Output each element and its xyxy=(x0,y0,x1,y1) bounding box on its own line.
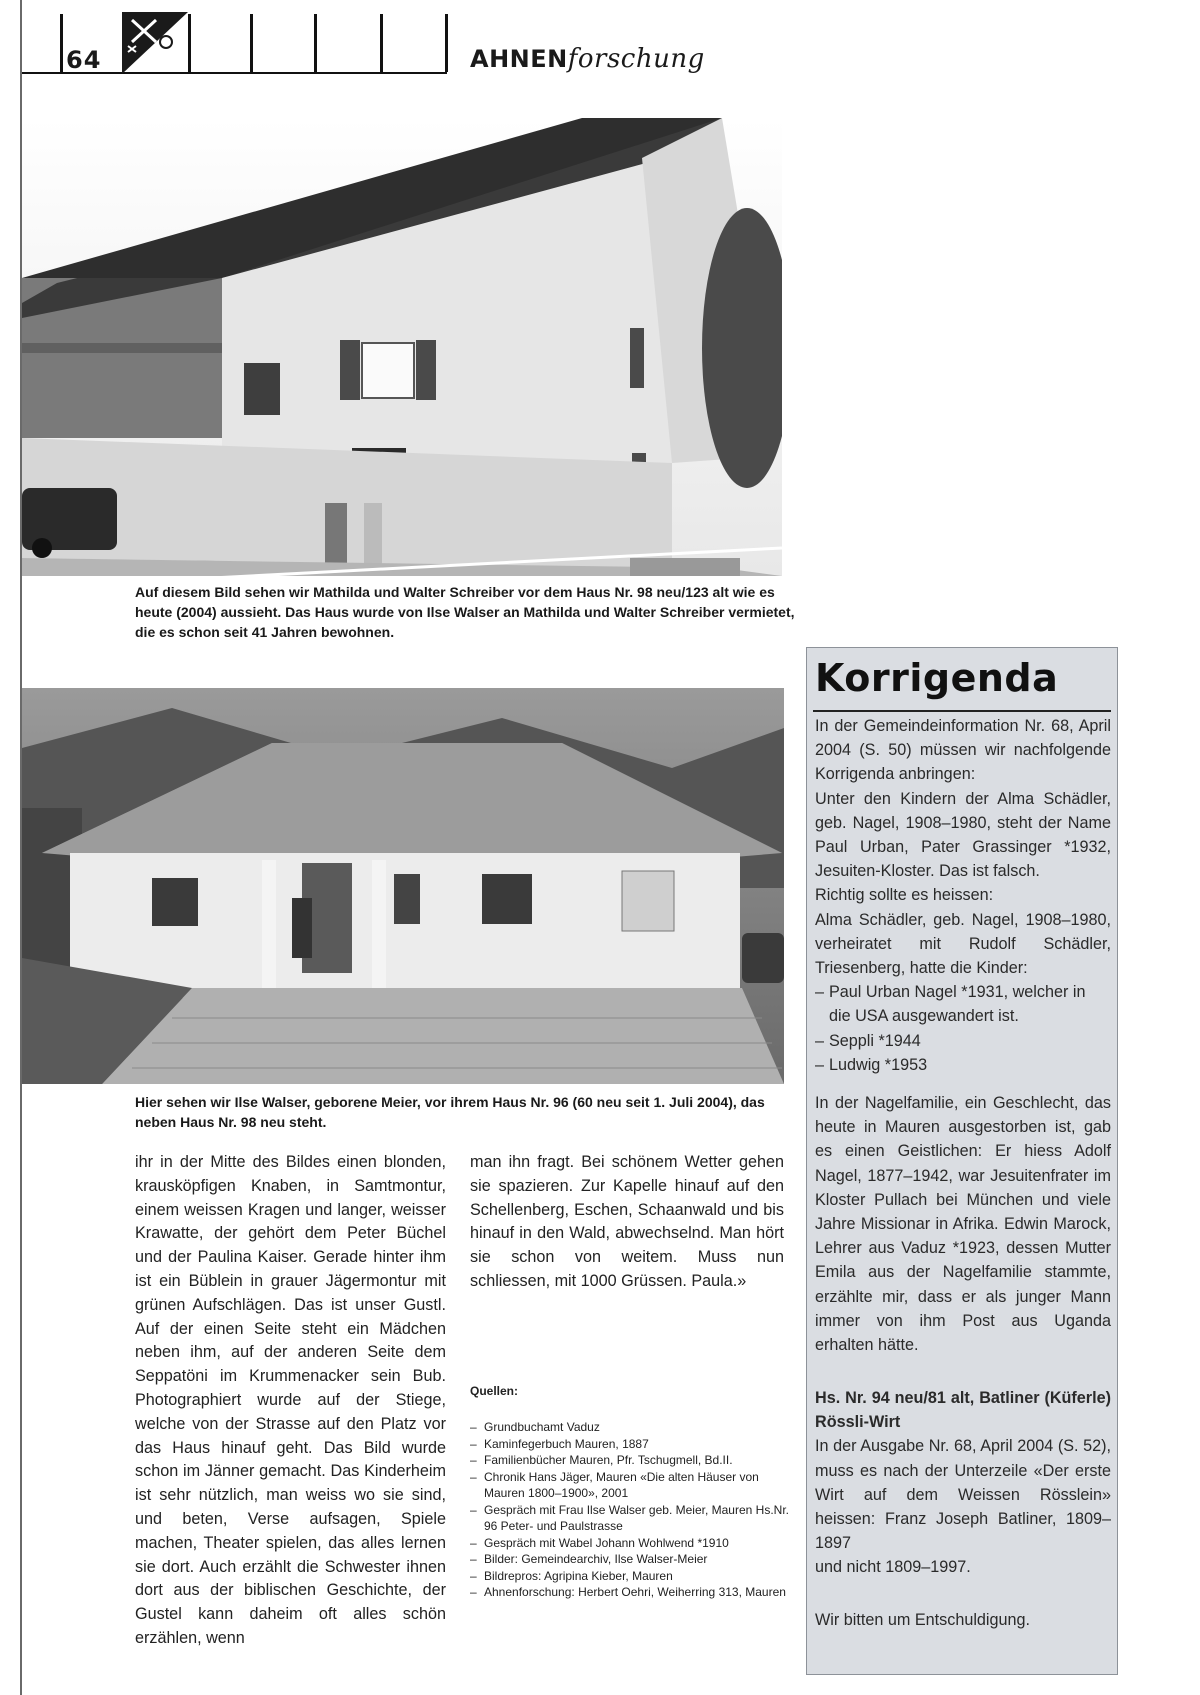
source-item: – Gespräch mit Wabel Johann Wohlwend *1910 xyxy=(470,1535,790,1552)
article-column-1: ihr in der Mitte des Bildes einen blonden, krausköpfigen Knaben, in Samtmontur, einem weissen Kragen und langer, weisser Krawatte, der gehört dem Peter Büchel und der Paulina Kaiser. Gerade hinter ihm ist ein Büblein in grauer Jägermontur mit grünen Aufschlägen. Das ist unser Gustl. Auf der einen Seite steht ein Mädchen neben ihm, auf der anderen Seite dem Seppatöni im Krummenacker sein Bub. Photographiert wurde auf der Stiege, welche von der Strasse auf den Platz vor das Haus hinauf geht. Das Bild wurde schon im Jänner gemacht. Das Kinderheim ist sehr nützlich, man weiss wo sie sind, und beten, Verse aufsagen, Spiele machen, Theater spielen, das alles lernen sie dort. Auch erzählt die Schwester ihnen dort aus der biblischen Geschichte, der Gustel kann daheim oft alles schön erzählen, wenn xyxy=(135,1153,446,1647)
source-item: – Grundbuchamt Vaduz xyxy=(470,1419,790,1436)
source-item: – Chronik Hans Jäger, Mauren «Die alten Häuser von Mauren 1800–1900», 2001 xyxy=(470,1469,790,1502)
source-item: – Ahnenforschung: Herbert Oehri, Weiherring 313, Mauren xyxy=(470,1584,790,1601)
korrigenda-batliner-correction: und nicht 1809–1997. xyxy=(815,1558,971,1577)
sources-title: Quellen: xyxy=(470,1384,519,1398)
korrigenda-part-1 xyxy=(815,714,1111,1077)
korrigenda-batliner: In der Ausgabe Nr. 68, April 2004 (S. 52), muss es nach der Unterzeile «Der erste Wirt auf dem Weissen Rösslein» heissen: Franz Joseph Batliner, 1809–1897 xyxy=(815,1437,1111,1553)
korrigenda-correction-label: Richtig sollte es heissen: xyxy=(815,886,994,905)
page-number: 64 xyxy=(66,46,102,74)
photo1-caption: Auf diesem Bild sehen wir Mathilda und Walter Schreiber vor dem Haus Nr. 98 neu/123 alt wie es heute (2004) aussieht. Das Haus wurde von Ilse Walser an Mathilda und Walter Schreiber vermietet, die es schon seit 41 Jahren bewohnen. xyxy=(135,584,795,640)
source-item: – Familienbücher Mauren, Pfr. Tschugmell, Bd.II. xyxy=(470,1452,790,1469)
article-column-2: man ihn fragt. Bei schönem Wetter gehen sie spazieren. Zur Kapelle hinauf auf den Schellenberg, Eschen, Schaanwald und bis hinauf in den Wald, abwechselnd. Man hört sie schon von weitem. Muss nun schliessen, mit 1000 Grüssen. Paula.» xyxy=(470,1153,784,1290)
header-divider xyxy=(314,14,317,72)
child-item: – Seppli *1944 xyxy=(815,1029,1111,1053)
korrigenda-correction: Alma Schädler, geb. Nagel, 1908–1980, verheiratet mit Rudolf Schädler, Triesenberg, hatte die Kinder: xyxy=(815,910,1111,978)
korrigenda-part-2 xyxy=(815,1386,1111,1580)
source-item: – Gespräch mit Frau Ilse Walser geb. Meier, Mauren Hs.Nr. 96 Peter- und Paulstrasse xyxy=(470,1502,790,1535)
source-item: – Bildrepros: Agripina Kieber, Mauren xyxy=(470,1568,790,1585)
child-item: – Paul Urban Nagel *1931, welcher in die USA ausgewandert ist. xyxy=(815,980,1111,1028)
photo2-caption: Hier sehen wir Ilse Walser, geborene Meier, vor ihrem Haus Nr. 96 (60 neu seit 1. Juli 2004), das neben Haus Nr. 98 neu steht. xyxy=(135,1094,765,1130)
korrigenda-nagel-paragraph: In der Nagelfamilie, ein Geschlecht, das heute in Mauren ausgestorben ist, gab es einen Geistlichen: Er hiess Adolf Nagel, 1877–1942, war Jesuitenfrater im Kloster Pullach bei München und viele Jahre Missionar in Afrika. Edwin Marock, Lehrer aus Vaduz *1923, dessen Mutter Emila aus der Nagelfamilie stammte, erzählte mir, dass er als junger Mann immer von ihm Post aus Uganda erhalten hätte. xyxy=(815,1094,1111,1355)
photo-house-96 xyxy=(22,688,784,1084)
korrigenda-apology: Wir bitten um Entschuldigung. xyxy=(815,1611,1031,1629)
header-divider xyxy=(380,14,383,72)
korrigenda-error: Unter den Kindern der Alma Schädler, geb. Nagel, 1908–1980, steht der Name Paul Urban, Pater Grassinger *1932, Jesuiten-Kloster. Das ist falsch. xyxy=(815,789,1111,881)
header-divider xyxy=(60,14,63,72)
korrigenda-box xyxy=(806,647,1118,1675)
source-item: – Bilder: Gemeindearchiv, Ilse Walser-Meier xyxy=(470,1551,790,1568)
child-item: – Ludwig *1953 xyxy=(815,1053,1111,1077)
photo-house-98 xyxy=(22,118,782,576)
source-item: – Kaminfegerbuch Mauren, 1887 xyxy=(470,1436,790,1453)
header-divider xyxy=(188,14,191,72)
sources-list xyxy=(470,1419,790,1601)
section-title: AHNENforschung xyxy=(470,44,705,74)
korrigenda-subheading: Hs. Nr. 94 neu/81 alt, Batliner (Küferle) Rössli-Wirt xyxy=(815,1389,1111,1432)
children-list xyxy=(815,980,1111,1077)
coat-of-arms-icon xyxy=(122,12,188,74)
korrigenda-intro: In der Gemeindeinformation Nr. 68, April 2004 (S. 50) müssen wir nachfolgende Korrigenda anbringen: xyxy=(815,717,1111,784)
korrigenda-rule xyxy=(813,710,1111,712)
header-divider xyxy=(445,14,448,72)
header-divider xyxy=(250,14,253,72)
korrigenda-title: Korrigenda xyxy=(815,656,1059,700)
